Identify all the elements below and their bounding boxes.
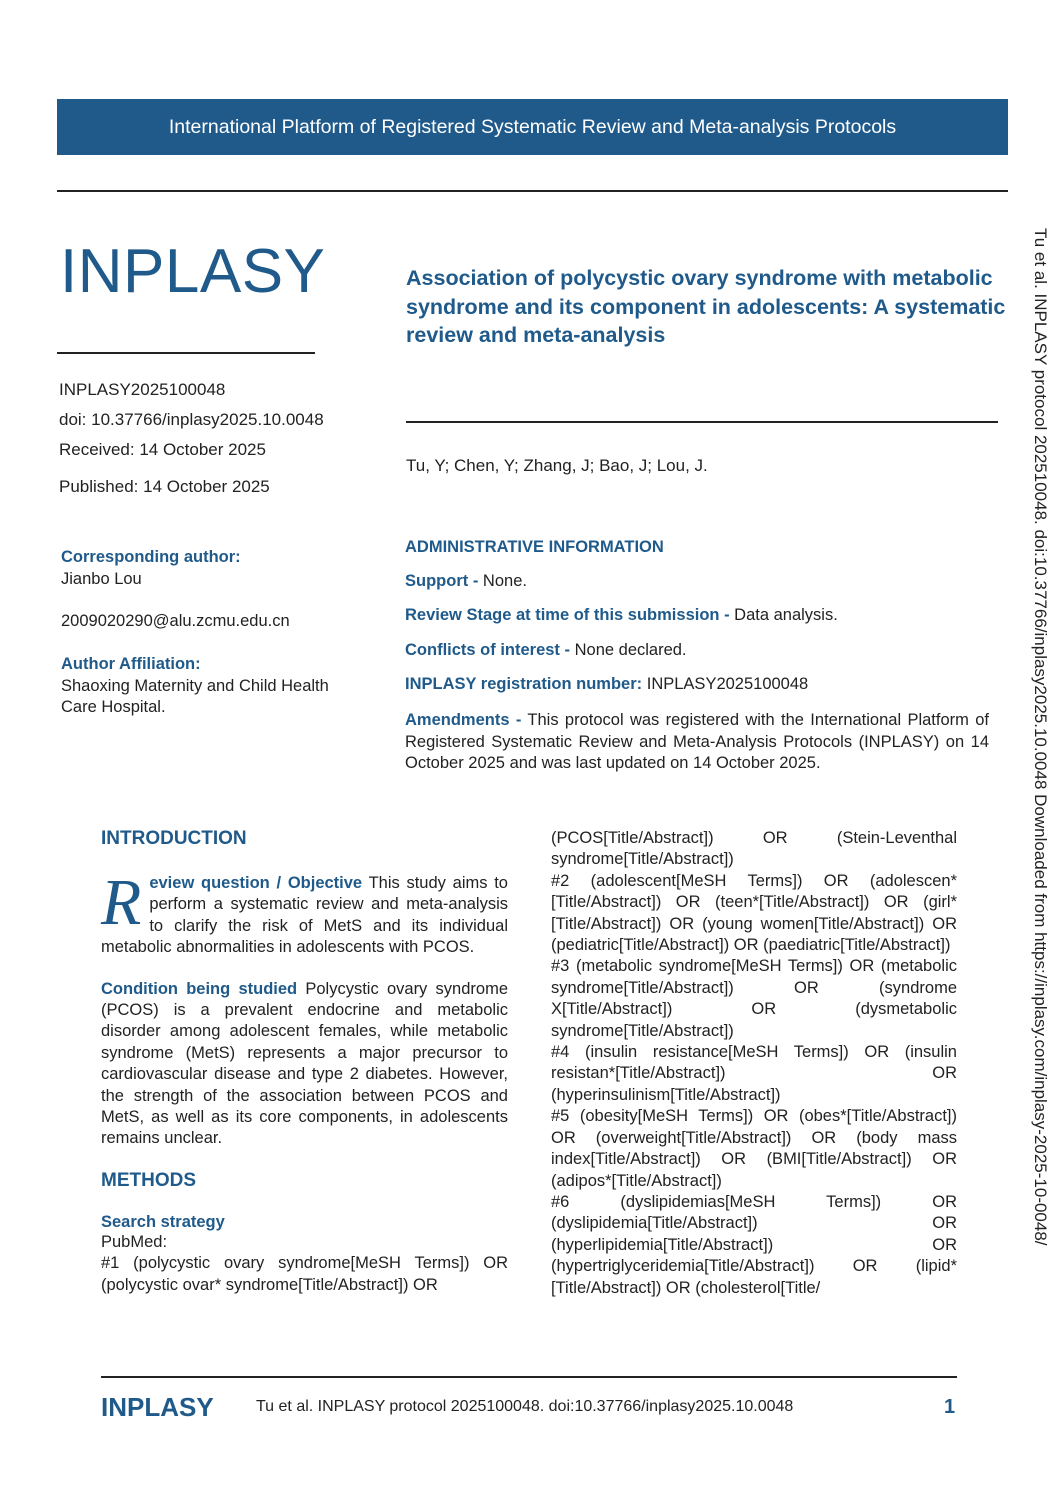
search-line-4: #4 (insulin resistance[MeSH Terms]) OR (insulin resistan*[Title/Abstract]) OR (hyperinsulinism[Title/Abstract]) xyxy=(551,1043,957,1104)
condition-paragraph xyxy=(101,979,508,1150)
conflicts-line xyxy=(405,641,989,660)
doi: doi: 10.37766/inplasy2025.10.0048 xyxy=(59,410,324,429)
banner-text: International Platform of Registered Systematic Review and Meta-analysis Protocols xyxy=(168,115,897,138)
review-question-label: eview question / Objective xyxy=(149,874,363,892)
page-number: 1 xyxy=(944,1396,956,1418)
database-name: PubMed: xyxy=(101,1232,168,1251)
search-line-6: #6 (dyslipidemias[MeSH Terms]) OR (dyslipidemia[Title/Abstract]) OR (hyperlipidemia[Title/Abstract]) OR (hypertriglyceridemia[Title/Abstract]) OR (lipid*[Title/Abstract]) OR (cholesterol[Title/ xyxy=(551,1192,957,1297)
search-line-1a: #1 (polycystic ovary syndrome[MeSH Terms]) OR (polycystic ovar* syndrome[Title/Abstract]) OR xyxy=(101,1254,508,1294)
search-line-2: #2 (adolescent[MeSH Terms]) OR (adolescen*[Title/Abstract]) OR (teen*[Title/Abstract]) OR (girl*[Title/Abstract]) OR (young women[Title/Abstract]) OR (pediatric[Title/Abstract]) OR (paediatric[Title/Abstract]) xyxy=(551,871,957,955)
affiliation-text: Shaoxing Maternity and Child Health Care Hospital. xyxy=(61,677,329,716)
title-rule xyxy=(406,421,998,423)
logo-rule xyxy=(57,352,315,354)
left-column xyxy=(101,828,508,1296)
received-date: Received: 14 October 2025 xyxy=(59,440,266,459)
review-question-paragraph xyxy=(101,866,508,959)
right-column xyxy=(551,828,957,1299)
amendments-label: Amendments - xyxy=(405,711,522,729)
search-line-3: #3 (metabolic syndrome[MeSH Terms]) OR (metabolic syndrome[Title/Abstract]) OR (syndrome X[Title/Abstract]) OR (dysmetabolic syndrome[Title/Abstract]) xyxy=(551,957,957,1040)
methods-heading: METHODS xyxy=(101,1169,196,1191)
support-line xyxy=(405,572,989,591)
review-question-text: This study aims to perform a systematic review and meta-analysis to clarify the risk of MetS and its individual metabolic abnormalities in adolescents with PCOS. xyxy=(101,874,508,957)
corresponding-author-label: Corresponding author: xyxy=(61,548,241,566)
affiliation-label: Author Affiliation: xyxy=(61,655,201,673)
corresponding-author-name: Jianbo Lou xyxy=(61,570,142,588)
platform-banner xyxy=(57,99,1008,155)
published-date: Published: 14 October 2025 xyxy=(59,477,270,496)
registration-value: INPLASY2025100048 xyxy=(646,675,809,693)
footer-rule xyxy=(101,1376,957,1378)
author-email: 2009020290@alu.zcmu.edu.cn xyxy=(61,612,290,630)
footer-citation: Tu et al. INPLASY protocol 2025100048. doi:10.37766/inplasy2025.10.0048 xyxy=(256,1398,794,1415)
admin-heading: ADMINISTRATIVE INFORMATION xyxy=(405,538,664,556)
registration-line xyxy=(405,675,989,694)
introduction-heading: INTRODUCTION xyxy=(101,828,247,849)
review-stage-line xyxy=(405,606,989,625)
amendments-line xyxy=(405,710,989,775)
review-stage-label: Review Stage at time of this submission - xyxy=(405,606,730,624)
search-strategy-label: Search strategy xyxy=(101,1212,225,1231)
protocol-id: INPLASY2025100048 xyxy=(59,380,226,399)
condition-text: Polycystic ovary syndrome (PCOS) is a prevalent endocrine and metabolic disorder among adolescent females, while metabolic syndrome (MetS) represents a major precursor to cardiovascular disease and type 2 diabetes. However, the strength of the association between PCOS and MetS, as well as its core components, in adolescents remains unclear. xyxy=(101,979,508,1148)
review-stage-value: Data analysis. xyxy=(734,606,838,624)
drop-cap: R xyxy=(101,866,142,939)
support-value: None. xyxy=(482,572,527,590)
condition-label: Condition being studied xyxy=(101,979,298,998)
footer-logo: INPLASY xyxy=(101,1392,214,1422)
side-citation: Tu et al. INPLASY protocol 202510048. doi:10.37766/inplasy2025.10.0048 Downloaded from https://inplasy.com/inplasy-2025-10-0048/ xyxy=(1031,228,1050,1246)
amendments-value: This protocol was registered with the International Platform of Registered Systematic Review and Meta-Analysis Protocols (INPLASY) on 14 October 2025 and was last updated on 14 October 2025. xyxy=(405,711,989,772)
search-line-1b: (PCOS[Title/Abstract]) OR (Stein-Leventhal syndrome[Title/Abstract]) xyxy=(551,829,957,869)
inplasy-logo: INPLASY xyxy=(60,237,326,306)
author-list: Tu, Y; Chen, Y; Zhang, J; Bao, J; Lou, J. xyxy=(406,456,708,475)
article-title: Association of polycystic ovary syndrome with metabolic syndrome and its component in adolescents: A systematic review and meta-analysis xyxy=(406,266,1006,347)
search-line-5: #5 (obesity[MeSH Terms]) OR (obes*[Title/Abstract]) OR (overweight[Title/Abstract]) OR (body mass index[Title/Abstract]) OR (BMI[Title/Abstract]) OR (adipos*[Title/Abstract]) xyxy=(551,1107,957,1190)
conflicts-label: Conflicts of interest - xyxy=(405,641,571,659)
top-rule xyxy=(57,190,1008,192)
conflicts-value: None declared. xyxy=(574,641,687,659)
registration-label: INPLASY registration number: xyxy=(405,675,643,693)
support-label: Support - xyxy=(405,572,479,590)
